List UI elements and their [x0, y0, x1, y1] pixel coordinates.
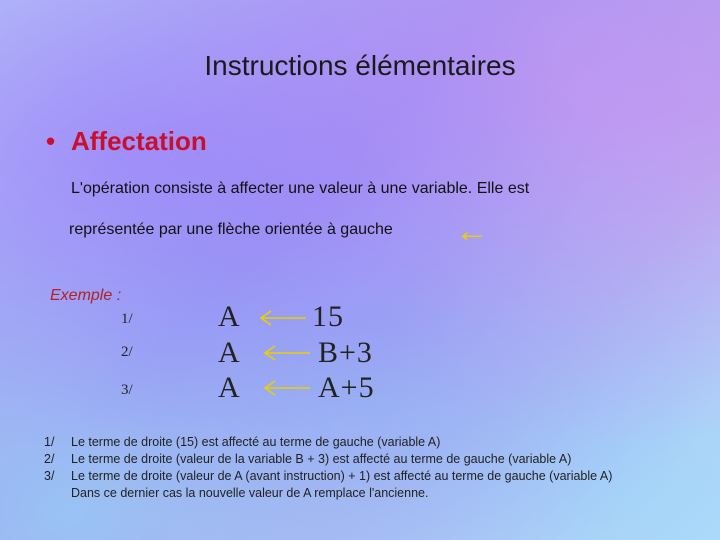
slide-title: Instructions élémentaires — [204, 50, 516, 81]
example-row-1-expression: 15 — [312, 300, 344, 333]
assign-arrow-icon — [262, 378, 312, 398]
note-2-number: 2/ — [44, 452, 55, 466]
description-line-2: représentée par une flèche orientée à gauche — [69, 221, 393, 238]
example-row-3-expression: A+5 — [318, 371, 375, 404]
example-row-1-number: 1/ — [121, 311, 133, 327]
note-2-text: Le terme de droite (valeur de la variable B + 3) est affecté au terme de gauche (variable A) — [71, 452, 572, 466]
note-4-text: Dans ce dernier cas la nouvelle valeur de A remplace l'ancienne. — [71, 486, 429, 500]
example-row-3-variable: A — [218, 371, 240, 404]
example-label: Exemple : — [50, 287, 122, 304]
description-line-1: L'opération consiste à affecter une valeur à une variable. Elle est — [71, 180, 530, 197]
assign-arrow-icon — [258, 308, 308, 328]
note-3-text: Le terme de droite (valeur de A (avant instruction) + 1) est affecté au terme de gauche (variable A) — [71, 469, 613, 483]
note-3-number: 3/ — [44, 469, 55, 483]
example-row-2-number: 2/ — [121, 344, 133, 360]
example-row-2-variable: A — [218, 336, 240, 369]
example-row-1-variable: A — [218, 300, 240, 333]
left-arrow-icon: ← — [455, 212, 489, 250]
bullet-dot: • — [46, 126, 56, 156]
bullet-heading: Affectation — [71, 126, 207, 156]
assign-arrow-icon — [262, 343, 312, 363]
note-1-number: 1/ — [44, 435, 55, 449]
example-row-3-number: 3/ — [121, 382, 133, 398]
example-row-2-expression: B+3 — [318, 336, 373, 369]
note-1-text: Le terme de droite (15) est affecté au terme de gauche (variable A) — [71, 435, 441, 449]
